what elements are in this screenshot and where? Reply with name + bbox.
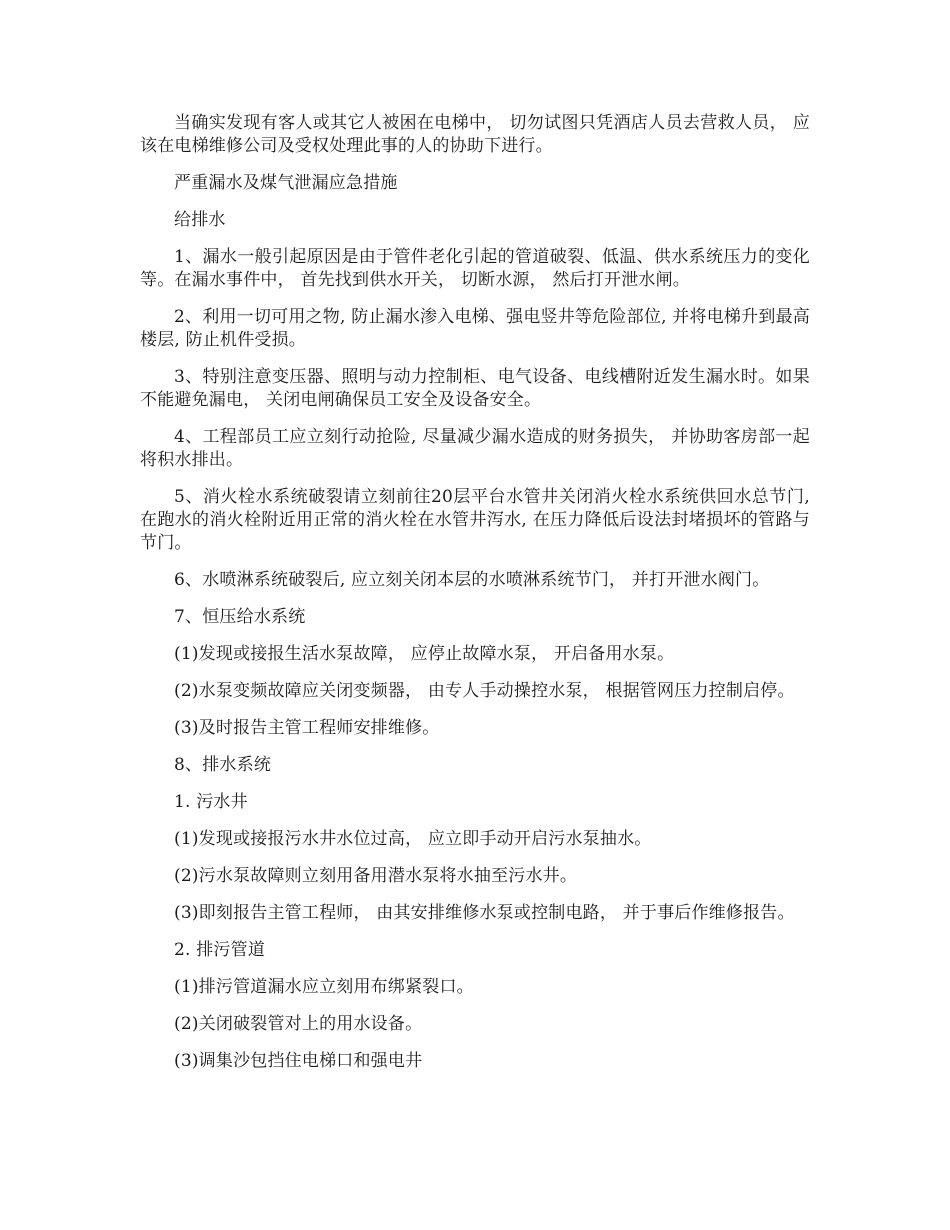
paragraph-item-3: 3、特别注意变压器、照明与动力控制柜、电气设备、电线槽附近发生漏水时。如果不能避免漏电， 关闭电闸确保员工安全及设备安全。 (140, 367, 810, 410)
paragraph-item-6: 6、水喷淋系统破裂后, 应立刻关闭本层的水喷淋系统节门， 并打开泄水阀门。 (174, 570, 770, 590)
section-heading-emergency: 严重漏水及煤气泄漏应急措施 (174, 173, 398, 193)
document-body (140, 112, 810, 1087)
paragraph-rescue-note: 当确实发现有客人或其它人被困在电梯中， 切勿试图只凭酒店人员去营救人员， 应该在电梯维修公司及受权处理此事的人的协助下进行。 (140, 113, 810, 156)
paragraph-sewage-3: (3)即刻报告主管工程师， 由其安排维修水泵或控制电路， 并于事后作维修报告。 (174, 903, 795, 923)
paragraph-item-4: 4、工程部员工应立刻行动抢险, 尽量减少漏水造成的财务损失， 并协助客房部一起将积水排出。 (140, 427, 810, 470)
paragraph-sewage-1: (1)发现或接报污水井水位过高， 应立即手动开启污水泵抽水。 (174, 829, 652, 849)
paragraph-pressure-1: (1)发现或接报生活水泵故障， 应停止故障水泵， 开启备用水泵。 (174, 644, 675, 664)
paragraph-sewage-2: (2)污水泵故障则立刻用备用潜水泵将水抽至污水井。 (174, 866, 578, 886)
section-heading-pressure-supply: 7、恒压给水系统 (174, 607, 306, 627)
paragraph-item-5: 5、消火栓水系统破裂请立刻前往20层平台水管井关闭消火栓水系统供回水总节门, 在跑水的消火栓附近用正常的消火栓在水管井泻水, 在压力降低后设法封堵损坏的管路与节门。 (140, 487, 810, 553)
paragraph-pipe-2: (2)关闭破裂管对上的用水设备。 (174, 1014, 423, 1034)
paragraph-pipe-1: (1)排污管道漏水应立刻用布绑紧裂口。 (174, 977, 474, 997)
section-heading-water: 给排水 (174, 210, 226, 230)
paragraph-item-1: 1、漏水一般引起原因是由于管件老化引起的管道破裂、低温、供水系统压力的变化等。在漏水事件中， 首先找到供水开关， 切断水源， 然后打开泄水闸。 (140, 247, 810, 290)
subheading-sewage-pipe: 2. 排污管道 (174, 940, 266, 960)
paragraph-pressure-2: (2)水泵变频故障应关闭变频器， 由专人手动操控水泵， 根据管网压力控制启停。 (174, 681, 795, 701)
section-heading-drainage: 8、排水系统 (174, 755, 272, 775)
paragraph-item-2: 2、利用一切可用之物, 防止漏水渗入电梯、强电竖井等危险部位, 并将电梯升到最高楼层, 防止机件受损。 (140, 307, 810, 350)
subheading-sewage-well: 1. 污水井 (174, 792, 248, 812)
paragraph-pipe-3: (3)调集沙包挡住电梯口和强电井 (174, 1051, 423, 1071)
paragraph-pressure-3: (3)及时报告主管工程师安排维修。 (174, 718, 440, 738)
